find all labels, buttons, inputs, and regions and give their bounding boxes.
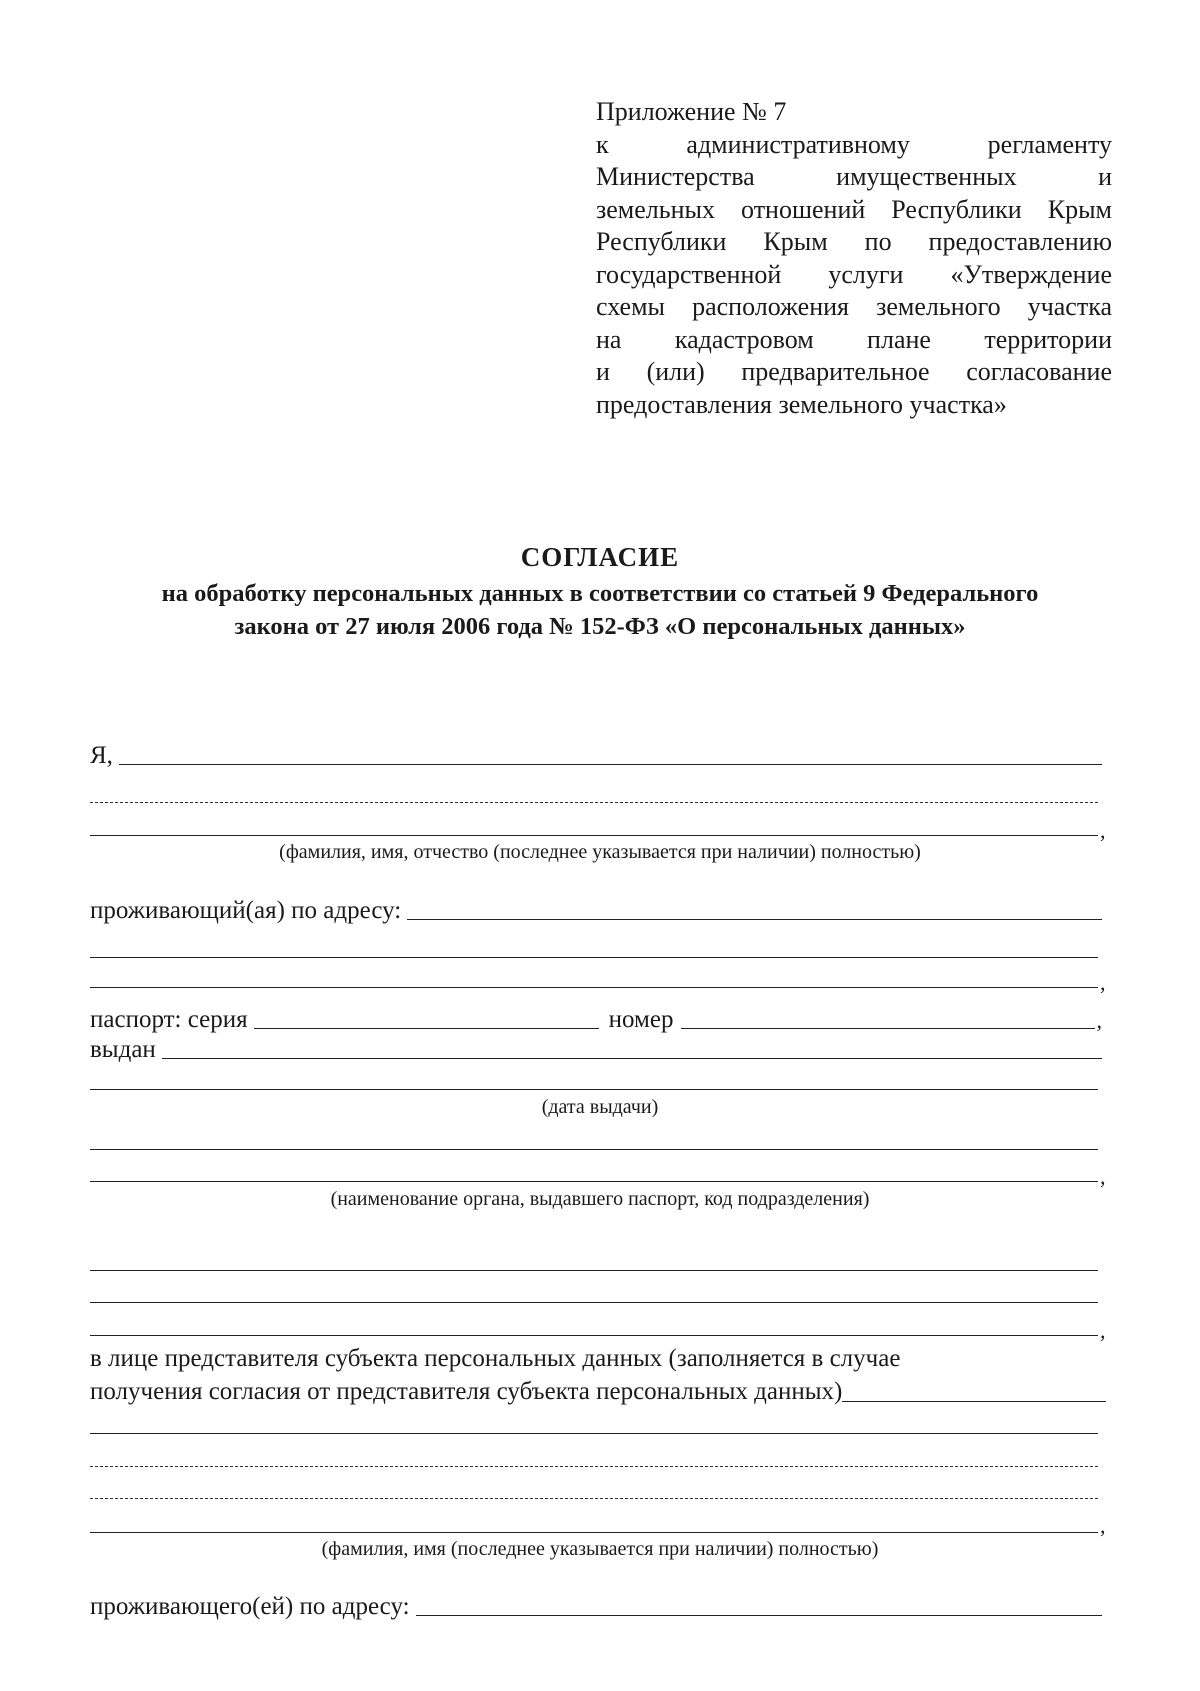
issued-row bbox=[90, 1032, 1102, 1064]
appendix-line: к административному регламенту bbox=[596, 129, 1112, 159]
address-line-2[interactable] bbox=[90, 957, 1098, 958]
comma: , bbox=[1100, 1513, 1106, 1538]
issue-date-line[interactable] bbox=[90, 1089, 1098, 1090]
appendix-line: Министерства имущественных и bbox=[596, 162, 1112, 191]
address-row bbox=[90, 893, 1102, 925]
page-title: СОГЛАСИЕ bbox=[520, 542, 680, 572]
fio-line-2[interactable] bbox=[90, 802, 1098, 803]
passport-number-field[interactable] bbox=[681, 1028, 1094, 1029]
rep-address-label: проживающего(ей) по адресу: bbox=[90, 1593, 410, 1620]
comma: , bbox=[1100, 1318, 1106, 1343]
appendix-line: государственной услуги «Утверждение bbox=[596, 259, 1112, 289]
fio-row bbox=[90, 738, 1102, 770]
passport-number-label: номер bbox=[608, 1006, 674, 1033]
issuer-hint: (наименование органа, выдавшего паспорт, код подразделения) bbox=[330, 1188, 870, 1210]
passport-series-field[interactable] bbox=[254, 1028, 599, 1029]
issued-label: выдан bbox=[90, 1036, 156, 1063]
rep-address-row bbox=[90, 1589, 1102, 1621]
address-label: проживающий(ая) по адресу: bbox=[90, 897, 402, 924]
extra-line-2[interactable] bbox=[90, 1302, 1098, 1303]
page-subtitle bbox=[60, 577, 1140, 643]
rep-address-field[interactable] bbox=[416, 1615, 1102, 1616]
appendix-line: предоставления земельного участка» bbox=[596, 389, 1007, 419]
extra-line-1[interactable] bbox=[90, 1270, 1098, 1271]
representative-paragraph bbox=[90, 1342, 1106, 1408]
fio-line-3[interactable] bbox=[90, 835, 1098, 836]
representative-line-2: получения согласия от представителя субъекта персональных данных) bbox=[90, 1378, 843, 1405]
appendix-line: схемы расположения земельного участка bbox=[596, 292, 1112, 321]
comma: , bbox=[1100, 1164, 1106, 1189]
comma: , bbox=[1100, 970, 1106, 995]
rep-line-4[interactable] bbox=[90, 1532, 1098, 1533]
extra-line-3[interactable] bbox=[90, 1335, 1098, 1336]
appendix-line: земельных отношений Республики Крым bbox=[596, 194, 1112, 224]
subtitle-line-2: закона от 27 июля 2006 года № 152-ФЗ «О персональных данных» bbox=[234, 613, 966, 640]
appendix-line: на кадастровом плане территории bbox=[596, 324, 1112, 354]
representative-line-1: в лице представителя субъекта персональных данных (заполняется в случае bbox=[90, 1345, 901, 1372]
appendix-block bbox=[596, 96, 1112, 421]
address-field[interactable] bbox=[407, 919, 1102, 920]
appendix-line: Приложение № 7 bbox=[596, 97, 787, 126]
fio-field[interactable] bbox=[119, 764, 1102, 765]
rep-line-1[interactable] bbox=[90, 1433, 1098, 1434]
fio-hint: (фамилия, имя, отчество (последнее указывается при наличии) полностью) bbox=[279, 841, 921, 863]
issue-date-hint: (дата выдачи) bbox=[541, 1096, 659, 1118]
appendix-line: Республики Крым по предоставлению bbox=[596, 227, 1112, 256]
rep-line-3[interactable] bbox=[90, 1498, 1098, 1499]
issuer-line-1[interactable] bbox=[90, 1149, 1098, 1150]
rep-fio-hint: (фамилия, имя (последнее указывается при наличии) полностью) bbox=[321, 1538, 879, 1560]
passport-row bbox=[90, 1002, 1102, 1034]
representative-line-2-row bbox=[90, 1375, 1106, 1408]
comma: , bbox=[1100, 818, 1106, 843]
issued-field[interactable] bbox=[162, 1058, 1102, 1059]
rep-line-2[interactable] bbox=[90, 1466, 1098, 1467]
address-line-3[interactable] bbox=[90, 987, 1098, 988]
i-label: Я, bbox=[90, 742, 113, 769]
comma: , bbox=[1096, 1008, 1102, 1033]
passport-series-label: паспорт: серия bbox=[90, 1006, 248, 1033]
representative-field[interactable] bbox=[842, 1401, 1106, 1402]
appendix-line: и (или) предварительное согласование bbox=[596, 357, 1112, 386]
issuer-line-2[interactable] bbox=[90, 1181, 1098, 1182]
subtitle-line-1: на обработку персональных данных в соответствии со статьей 9 Федерального bbox=[161, 580, 1039, 607]
